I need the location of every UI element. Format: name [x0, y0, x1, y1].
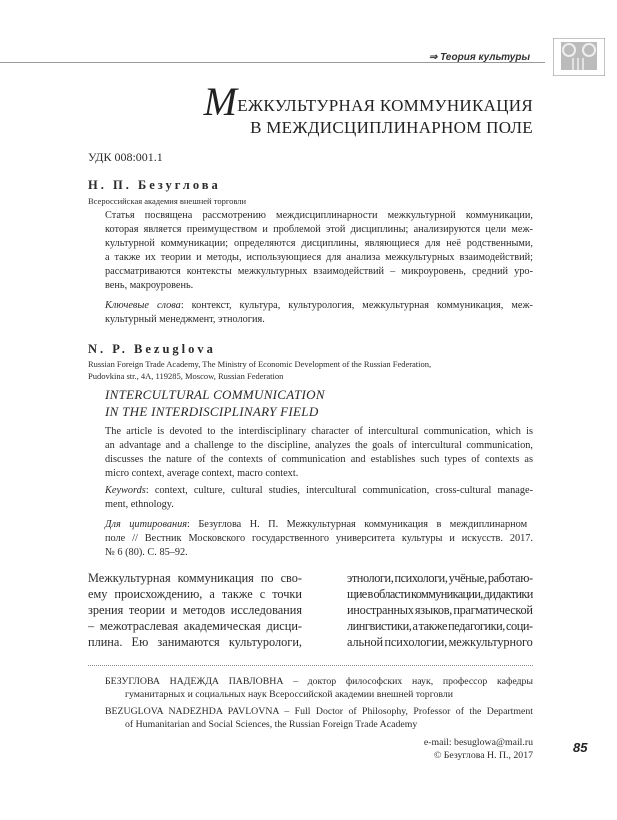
copyright: © Безуглова Н. П., 2017 [433, 750, 533, 761]
keywords-ru [105, 299, 533, 327]
bio-line: гуманитарных и социальных наук Всероссийской академии внешней торговли [125, 689, 454, 700]
body-line: Межкультурная коммуникация по сво- [88, 571, 302, 585]
title-line: ЕЖКУЛЬТУРНАЯ КОММУНИКАЦИЯ [237, 96, 533, 115]
body-column-left [88, 570, 302, 650]
body-line: лингвистики, а также педагогики, соци- [347, 619, 533, 633]
keywords-en [105, 484, 533, 512]
body-line: ему происхождению, а также с точки [88, 587, 302, 601]
author-name-ru: Н. П. Безуглова [88, 178, 221, 192]
body-line: иностранных языков, прагматической [347, 603, 533, 617]
citation-text: № 6 (80). С. 85–92. [105, 547, 188, 558]
title-line: IN THE INTERDISCIPLINARY FIELD [105, 404, 319, 419]
article-title [203, 79, 533, 139]
body-line: этнологи, психологи, учёные, работаю- [347, 571, 533, 585]
bio-line: of Humanitarian and Social Sciences, the Russian Foreign Trade Academy [125, 719, 418, 730]
title-line: INTERCULTURAL COMMUNICATION [105, 387, 325, 402]
abstract-line: The article is devoted to the interdisciplinary character of intercultural communication, which is [105, 426, 533, 437]
body-line: щие в области коммуникации, дидактики [347, 587, 533, 601]
abstract-line: рассматриваются контексты межкультурных взаимодействий – микроуровень, средний уро- [105, 266, 533, 277]
keywords-text: культурный менеджмент, этнология. [105, 314, 265, 325]
section-title: ⇒ Теория культуры [428, 52, 530, 63]
body-line: – межотраслевая академическая дисци- [88, 619, 302, 633]
contact-info [424, 736, 533, 762]
abstract-ru [105, 209, 533, 293]
body-column-right [347, 570, 533, 650]
citation [105, 518, 533, 560]
footnote-divider [88, 665, 533, 666]
body-line: плина. Ею занимаются культурологи, [88, 635, 302, 649]
abstract-line: Статья посвящена рассмотрению междисциплинарности межкультурной коммуникации, [105, 210, 533, 221]
abstract-en [105, 425, 533, 481]
author-bio-en [105, 705, 533, 731]
bio-line: БЕЗУГЛОВА НАДЕЖДА ПАВЛОВНА – доктор философских наук, профессор кафедры [105, 676, 533, 687]
citation-label: Для цитирования [105, 519, 188, 530]
keywords-text: : контекст, культура, культурология, межкультурная коммуникация, меж- [180, 300, 533, 311]
affiliation-line: Russian Foreign Trade Academy, The Ministry of Economic Development of the Russian Federation, [88, 359, 432, 369]
abstract-line: а также их теории и методы, использующиеся для анализа межкультурных взаимодействий; [105, 252, 533, 263]
abstract-line: которая является преимуществом и проблемой этой дисциплины; анализируются цели меж- [105, 224, 533, 235]
affiliation-en [88, 358, 431, 382]
abstract-line: micro context, average context, macro context. [105, 468, 299, 479]
citation-text: поле // Вестник Московского государственного университета культуры и искусств. 2017. [105, 533, 533, 544]
page-number: 85 [573, 740, 588, 755]
abstract-line: культурной коммуникации; определяются дисциплины, являющиеся для неё родственными, [105, 238, 533, 249]
author-bio-ru [105, 675, 533, 701]
udk-code: УДК 008:001.1 [88, 150, 163, 164]
body-line: альной психологии, межкультурного [347, 635, 533, 649]
body-line: зрения теории и методов исследования [88, 603, 302, 617]
abstract-line: вень, макроуровень. [105, 280, 194, 291]
citation-text: : Безуглова Н. П. Межкультурная коммуникация в междиплинарном [187, 519, 528, 530]
abstract-line: an advantage and a challenge to the discipline, analyzes the goals of intercultural communication, [105, 440, 533, 451]
author-name-en: N. P. Bezuglova [88, 342, 216, 356]
title-initial: М [203, 79, 238, 124]
keywords-label: Keywords [105, 485, 146, 496]
email: e-mail: besuglowa@mail.ru [423, 737, 533, 748]
keywords-text: ment, ethnology. [105, 499, 174, 510]
abstract-line: discusses the nature of the contexts of communication and establishes such types of contexts as [105, 454, 533, 465]
keywords-text: : context, culture, cultural studies, intercultural communication, cross-cultural manage- [145, 485, 533, 496]
column-capital-logo-icon [553, 38, 605, 76]
affiliation-ru: Всероссийская академия внешней торговли [88, 196, 247, 206]
affiliation-line: Pudovkina str., 4A, 119285, Moscow, Russian Federation [88, 371, 284, 381]
article-title-en [105, 386, 325, 420]
title-line: В МЕЖДИСЦИПЛИНАРНОМ ПОЛЕ [250, 118, 533, 137]
keywords-label: Ключевые слова [105, 300, 181, 311]
bio-line: BEZUGLOVA NADEZHDA PAVLOVNA – Full Doctor of Philosophy, Professor of the Department [105, 706, 533, 717]
